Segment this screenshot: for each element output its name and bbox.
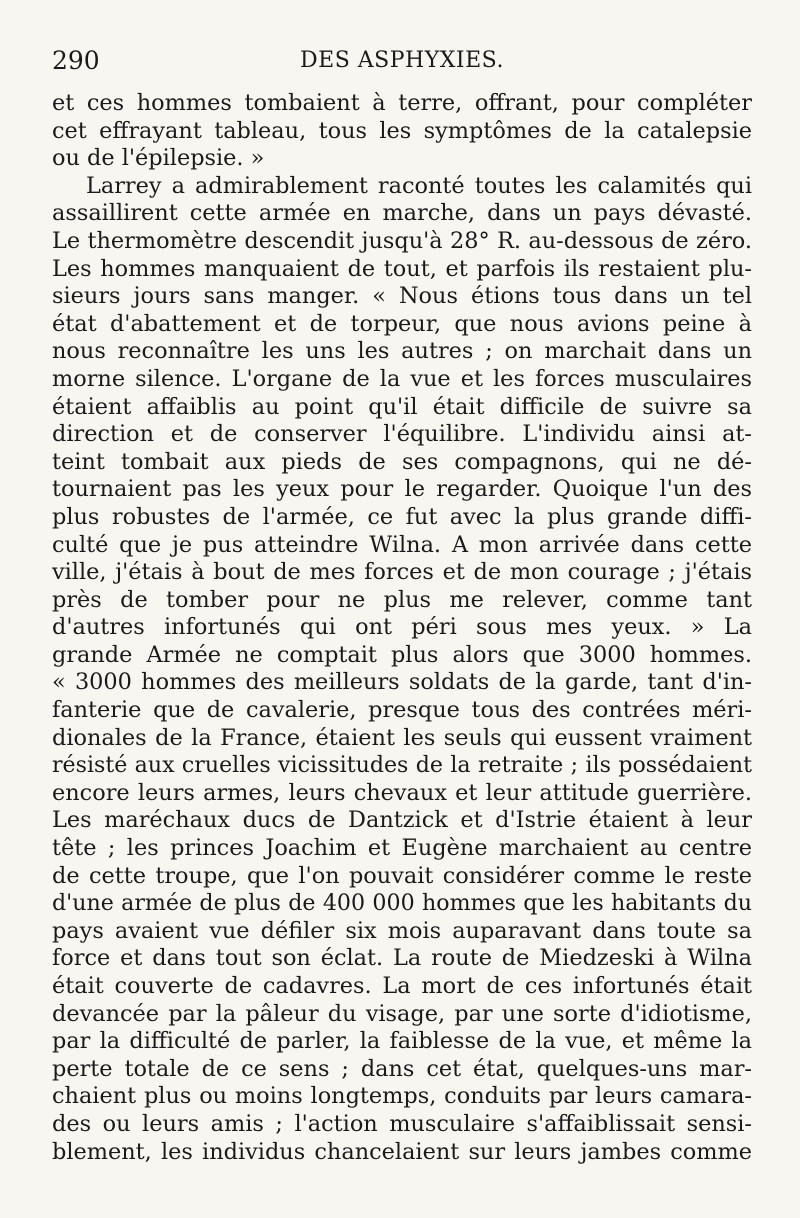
running-title: DES ASPHYXIES.: [300, 48, 504, 73]
text-line: perte totale de ce sens ; dans cet état, quelques-uns mar-: [52, 1055, 752, 1082]
text-line: direction et de conserver l'équilibre. L'individu ainsi at-: [52, 421, 752, 448]
text-line: Larrey a admirablement raconté toutes les calamités qui: [86, 172, 752, 199]
text-line: ville, j'étais à bout de mes forces et de mon courage ; j'étais: [52, 559, 752, 586]
text-line: blement, les individus chancelaient sur leurs jambes comme: [52, 1138, 752, 1165]
body-text: [52, 90, 752, 1166]
page-header: [52, 44, 752, 78]
text-line: culté que je pus atteindre Wilna. A mon arrivée dans cette: [52, 531, 752, 558]
text-line: Les hommes manquaient de tout, et parfois ils restaient plu-: [52, 255, 752, 282]
text-line: Les maréchaux ducs de Dantzick et d'Istrie étaient à leur: [52, 807, 752, 834]
text-line: Le thermomètre descendit jusqu'à 28° R. au-dessous de zéro.: [52, 227, 752, 254]
text-line: chaient plus ou moins longtemps, conduits par leurs camara-: [52, 1083, 752, 1110]
text-line: cet effrayant tableau, tous les symptômes de la catalepsie: [52, 117, 752, 144]
text-line: dionales de la France, étaient les seuls qui eussent vraiment: [52, 724, 752, 751]
text-line: force et dans tout son éclat. La route de Miedzeski à Wilna: [52, 945, 752, 972]
text-line: plus robustes de l'armée, ce fut avec la plus grande diffi-: [52, 503, 752, 530]
text-line: morne silence. L'organe de la vue et les forces musculaires: [52, 365, 752, 392]
text-line: nous reconnaître les uns les autres ; on marchait dans un: [52, 338, 752, 365]
text-line: tournaient pas les yeux pour le regarder. Quoique l'un des: [52, 476, 752, 503]
text-line: des ou leurs amis ; l'action musculaire s'affaiblissait sensi-: [52, 1110, 752, 1137]
text-line: encore leurs armes, leurs chevaux et leur attitude guerrière.: [52, 779, 752, 806]
text-line: tête ; les princes Joachim et Eugène marchaient au centre: [52, 835, 752, 862]
text-line: ou de l'épilepsie. »: [52, 145, 265, 172]
text-line: « 3000 hommes des meilleurs soldats de la garde, tant d'in-: [52, 669, 752, 696]
text-line: de cette troupe, que l'on pouvait considérer comme le reste: [52, 862, 752, 889]
text-line: sieurs jours sans manger. « Nous étions tous dans un tel: [52, 283, 752, 310]
text-line: était couverte de cadavres. La mort de ces infortunés était: [52, 973, 752, 999]
text-line: d'une armée de plus de 400 000 hommes que les habitants du: [52, 890, 752, 917]
text-line: d'autres infortunés qui ont péri sous mes yeux. » La: [52, 614, 752, 641]
text-line: et ces hommes tombaient à terre, offrant, pour compléter: [52, 90, 752, 116]
text-line: résisté aux cruelles vicissitudes de la retraite ; ils possédaient: [52, 753, 752, 779]
text-line: par la difficulté de parler, la faiblesse de la vue, et même la: [52, 1028, 752, 1055]
text-line: assaillirent cette armée en marche, dans un pays dévasté.: [52, 200, 752, 227]
text-line: étaient affaiblis au point qu'il était difficile de suivre sa: [52, 393, 752, 420]
text-line: près de tomber pour ne plus me relever, comme tant: [52, 586, 752, 613]
page-number: 290: [52, 46, 100, 75]
text-line: état d'abattement et de torpeur, que nous avions peine à: [52, 310, 752, 337]
text-line: devancée par la pâleur du visage, par une sorte d'idiotisme,: [52, 1000, 752, 1027]
text-line: teint tombait aux pieds de ses compagnons, qui ne dé-: [52, 448, 752, 475]
text-line: pays avaient vue défiler six mois auparavant dans toute sa: [52, 917, 752, 944]
text-line: grande Armée ne comptait plus alors que 3000 hommes.: [52, 641, 752, 668]
page-footer: [0, 1190, 800, 1210]
text-line: fanterie que de cavalerie, presque tous des contrées méri-: [52, 697, 752, 724]
